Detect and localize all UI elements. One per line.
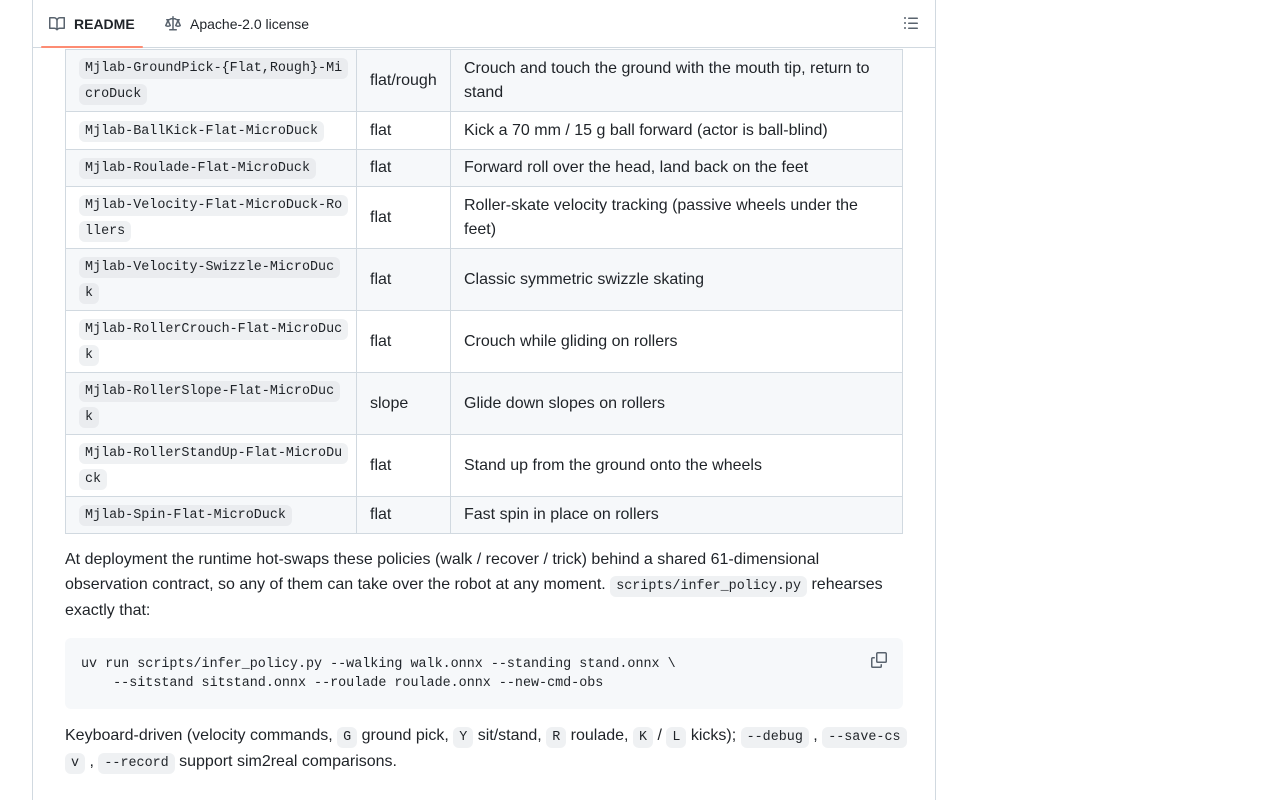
kb-text: Keyboard-driven (velocity commands, (65, 727, 338, 744)
description-cell: Roller-skate velocity tracking (passive wheels under the feet) (451, 187, 903, 249)
readme-panel (32, 0, 936, 800)
kb-text: support sim2real comparisons. (174, 753, 397, 770)
infer-policy-path: scripts/infer_policy.py (610, 576, 807, 597)
task-cell (66, 112, 357, 150)
task-id: Mjlab-GroundPick-{Flat,Rough}-MicroDuck (79, 58, 348, 105)
tasks-table (65, 49, 903, 534)
debug-flag: --debug (741, 727, 809, 748)
description-cell: Fast spin in place on rollers (451, 497, 903, 534)
description-cell: Classic symmetric swizzle skating (451, 249, 903, 311)
table-row (66, 497, 903, 534)
key-l: L (666, 727, 686, 748)
terrain-cell: flat (357, 497, 451, 534)
task-cell (66, 150, 357, 187)
task-id: Mjlab-Spin-Flat-MicroDuck (79, 505, 292, 526)
description-cell: Forward roll over the head, land back on the feet (451, 150, 903, 187)
terrain-cell: flat (357, 187, 451, 249)
table-row (66, 311, 903, 373)
task-id: Mjlab-BallKick-Flat-MicroDuck (79, 121, 324, 142)
table-row (66, 373, 903, 435)
task-id: Mjlab-RollerCrouch-Flat-MicroDuck (79, 319, 348, 366)
kb-text: ground pick, (357, 727, 454, 744)
terrain-cell: flat (357, 112, 451, 150)
terrain-cell: slope (357, 373, 451, 435)
tab-bar (33, 0, 935, 48)
deploy-text-1: At deployment the runtime hot-swaps these policies (walk / recover / trick) behind a shared 61-dimensional observation contract, so any of them can take over the robot at any moment. (65, 551, 820, 593)
copy-icon[interactable] (871, 652, 887, 668)
table-row (66, 150, 903, 187)
description-cell: Crouch while gliding on rollers (451, 311, 903, 373)
task-cell (66, 373, 357, 435)
task-cell (66, 50, 357, 112)
tab-license-label: Apache-2.0 license (190, 15, 310, 32)
task-cell (66, 435, 357, 497)
table-row (66, 187, 903, 249)
kb-text: , (808, 727, 823, 744)
table-row (66, 50, 903, 112)
record-flag: --record (98, 753, 174, 774)
keyboard-paragraph (65, 724, 903, 776)
key-k: K (633, 727, 653, 748)
task-cell (66, 249, 357, 311)
description-cell: Crouch and touch the ground with the mouth tip, return to stand (451, 50, 903, 112)
terrain-cell: flat/rough (357, 50, 451, 112)
table-row (66, 435, 903, 497)
task-cell (66, 497, 357, 534)
description-cell: Kick a 70 mm / 15 g ball forward (actor is ball-blind) (451, 112, 903, 150)
key-y: Y (453, 727, 473, 748)
kb-text: kicks); (686, 727, 741, 744)
tab-license[interactable] (157, 0, 317, 47)
terrain-cell: flat (357, 311, 451, 373)
key-g: G (337, 727, 357, 748)
task-id: Mjlab-Velocity-Swizzle-MicroDuck (79, 257, 340, 304)
task-cell (66, 311, 357, 373)
code-content: uv run scripts/infer_policy.py --walking walk.onnx --standing stand.onnx \ --sitstand sitstand.onnx --roulade roulade.onnx --new-cmd-obs (81, 657, 676, 691)
key-r: R (546, 727, 566, 748)
kb-text: / (653, 727, 667, 744)
code-block (65, 638, 903, 709)
tab-readme-label: README (74, 15, 135, 32)
law-icon (165, 16, 181, 32)
task-id: Mjlab-RollerStandUp-Flat-MicroDuck (79, 443, 348, 490)
list-unordered-icon[interactable] (903, 15, 919, 31)
table-row (66, 112, 903, 150)
kb-text: , (85, 753, 94, 770)
kb-text: sit/stand, (473, 727, 547, 744)
deployment-paragraph (65, 548, 903, 623)
description-cell: Stand up from the ground onto the wheels (451, 435, 903, 497)
save-csv-flag: --save-csv (65, 727, 907, 774)
task-cell (66, 187, 357, 249)
table-row (66, 249, 903, 311)
book-icon (49, 16, 65, 32)
deploy-text-2: rehearses exactly that: (65, 575, 883, 619)
task-id: Mjlab-RollerSlope-Flat-MicroDuck (79, 381, 340, 428)
terrain-cell: flat (357, 249, 451, 311)
terrain-cell: flat (357, 150, 451, 187)
tab-readme[interactable] (41, 0, 143, 47)
task-id: Mjlab-Roulade-Flat-MicroDuck (79, 158, 316, 179)
terrain-cell: flat (357, 435, 451, 497)
task-id: Mjlab-Velocity-Flat-MicroDuck-Rollers (79, 195, 348, 242)
description-cell: Glide down slopes on rollers (451, 373, 903, 435)
kb-text: roulade, (566, 727, 633, 744)
